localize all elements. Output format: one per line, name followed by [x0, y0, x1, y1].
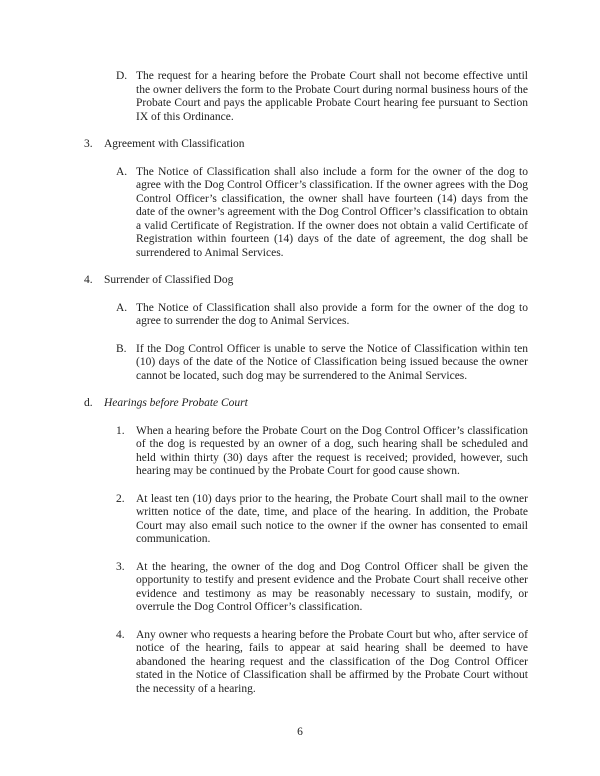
list-item-marker: 3. — [84, 138, 93, 150]
paragraph-text: The Notice of Classification shall also provide a form for the owner of the dog to agree to surrender the dog to Animal Services. — [136, 301, 528, 327]
list-item-marker: 4. — [116, 628, 125, 641]
list-item — [0, 138, 600, 152]
document-content — [0, 70, 600, 710]
list-item — [0, 274, 600, 288]
list-item-marker: 4. — [84, 274, 93, 286]
section-heading: Surrender of Classified Dog — [104, 274, 234, 286]
list-item — [0, 70, 600, 124]
list-item — [0, 425, 600, 479]
list-item-marker: 2. — [116, 492, 125, 505]
section-heading: Hearings before Probate Court — [104, 397, 248, 409]
paragraph-text: The Notice of Classification shall also include a form for the owner of the dog to agree with the Dog Control Officer’s classification. If the owner agrees with the Dog Control Officer’s classification, the owner shall have fourteen (14) days from the date of the owner’s agreement with the Dog Control Officer’s classification to obtain a valid Certificate of Registration. If the owner does not obtain a valid Certificate of Registration within fourteen (14) days of the date of agreement, the dog shall be surrendered to Animal Services. — [136, 165, 528, 259]
list-item — [0, 166, 600, 261]
paragraph-text: When a hearing before the Probate Court on the Dog Control Officer’s classification of the dog is requested by an owner of a dog, such hearing shall be scheduled and held within thirty (30) days after the request is received; provided, however, such hearing may be continued by the Probate Court for good cause shown. — [136, 424, 528, 477]
list-item — [0, 629, 600, 697]
paragraph-text: If the Dog Control Officer is unable to serve the Notice of Classification within ten (10) days of the date of the Notice of Classification being issued because the owner cannot be located, such dog may be surrendered to the Animal Services. — [136, 342, 528, 382]
list-item — [0, 397, 600, 411]
page-number: 6 — [297, 726, 303, 738]
list-item-marker: 1. — [116, 424, 125, 437]
list-item-marker: 3. — [116, 560, 125, 573]
paragraph-text: Any owner who requests a hearing before the Probate Court but who, after service of notice of the hearing, fails to appear at said hearing shall be deemed to have abandoned the hearing request and the classification of the Dog Control Officer stated in the Notice of Classification shall be affirmed by the Probate Court without the necessity of a hearing. — [136, 628, 528, 695]
paragraph-text: At least ten (10) days prior to the hearing, the Probate Court shall mail to the owner written notice of the date, time, and place of the hearing. In addition, the Probate Court may also email such notice to the owner if the owner has consented to email communication. — [136, 492, 528, 545]
list-item-marker: A. — [116, 165, 128, 178]
list-item — [0, 493, 600, 547]
list-item — [0, 343, 600, 384]
list-item-marker: B. — [116, 342, 127, 355]
paragraph-text: The request for a hearing before the Probate Court shall not become effective until the owner delivers the form to the Probate Court during normal business hours of the Probate Court and pays the applicable Probate Court hearing fee pursuant to Section IX of this Ordinance. — [136, 70, 528, 123]
list-item-marker: D. — [116, 70, 128, 82]
list-item — [0, 561, 600, 615]
list-item — [0, 302, 600, 329]
paragraph-text: At the hearing, the owner of the dog and Dog Control Officer shall be given the opportunity to testify and present evidence and the Probate Court shall receive other evidence and testimony as may be reasonably necessary to sustain, modify, or overrule the Dog Control Officer’s classification. — [136, 560, 528, 613]
section-heading: Agreement with Classification — [104, 138, 245, 150]
list-item-marker: A. — [116, 301, 128, 314]
list-item-marker: d. — [84, 397, 93, 409]
